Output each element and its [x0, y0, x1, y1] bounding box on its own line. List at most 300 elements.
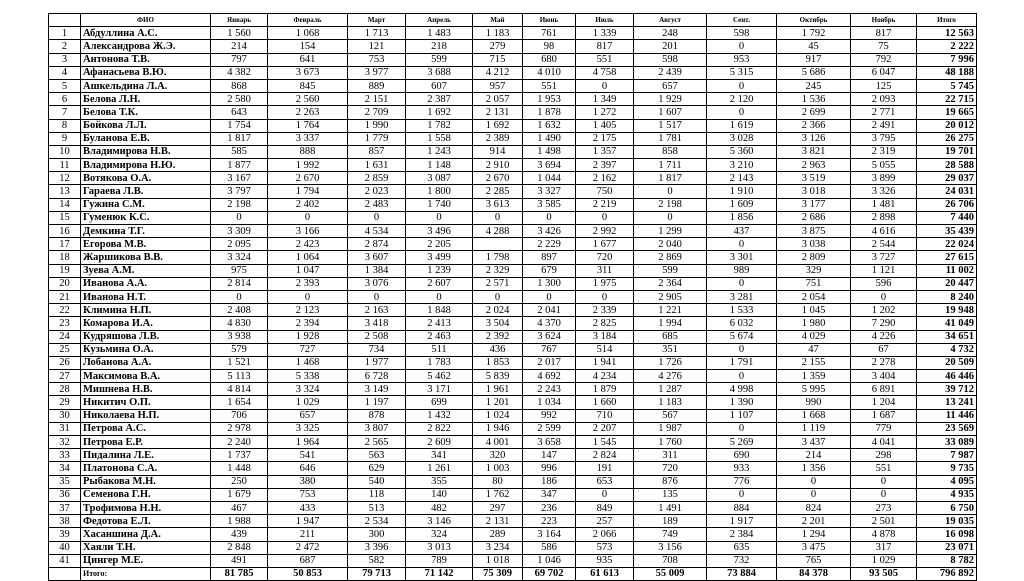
month-value-cell: 3 076: [348, 277, 406, 290]
month-value-cell: 1 928: [268, 330, 348, 343]
name-cell: Александрова Ж.Э.: [81, 40, 211, 53]
month-value-cell: 2 869: [634, 251, 707, 264]
month-value-cell: 50 853: [268, 567, 348, 580]
month-value-cell: 657: [268, 409, 348, 422]
row-number-cell: 27: [49, 370, 81, 383]
month-value-cell: 1 047: [268, 264, 348, 277]
month-value-cell: 6 728: [348, 370, 406, 383]
table-row: [49, 488, 977, 501]
name-cell: Семенова Г.Н.: [81, 488, 211, 501]
name-cell: Ашкельдина Л.А.: [81, 79, 211, 92]
month-value-cell: 849: [576, 501, 634, 514]
row-total-cell: 7 987: [917, 449, 977, 462]
month-value-cell: 5 995: [777, 383, 851, 396]
row-number-cell: 9: [49, 132, 81, 145]
month-value-cell: 3 475: [777, 541, 851, 554]
column-header: Март: [348, 14, 406, 27]
month-value-cell: 2 198: [634, 198, 707, 211]
month-value-cell: 482: [406, 501, 473, 514]
month-value-cell: 2 131: [473, 106, 523, 119]
month-value-cell: 3 327: [523, 185, 576, 198]
month-value-cell: 329: [777, 264, 851, 277]
table-row: [49, 40, 977, 53]
month-value-cell: 598: [707, 27, 777, 40]
month-value-cell: 1 384: [348, 264, 406, 277]
month-value-cell: 1 992: [268, 159, 348, 172]
month-value-cell: 1 941: [576, 356, 634, 369]
month-value-cell: 3 149: [348, 383, 406, 396]
month-value-cell: 1 204: [851, 396, 917, 409]
month-value-cell: 0: [348, 211, 406, 224]
month-value-cell: 0: [634, 185, 707, 198]
month-value-cell: 69 702: [523, 567, 576, 580]
month-value-cell: 1 781: [634, 132, 707, 145]
month-value-cell: 1 760: [634, 436, 707, 449]
month-value-cell: 118: [348, 488, 406, 501]
month-value-cell: 884: [707, 501, 777, 514]
month-value-cell: 792: [851, 53, 917, 66]
name-cell: Кудряшова Л.В.: [81, 330, 211, 343]
month-value-cell: 0: [707, 370, 777, 383]
month-value-cell: 2 771: [851, 106, 917, 119]
table-row: [49, 79, 977, 92]
month-value-cell: 1 481: [851, 198, 917, 211]
month-value-cell: 289: [473, 528, 523, 541]
name-cell: Петрова А.С.: [81, 422, 211, 435]
row-total-cell: 7 996: [917, 53, 977, 66]
month-value-cell: 2 095: [211, 238, 268, 251]
month-value-cell: 3 018: [777, 185, 851, 198]
month-value-cell: 1 713: [348, 27, 406, 40]
month-value-cell: 1 521: [211, 356, 268, 369]
month-value-cell: 0: [268, 290, 348, 303]
row-total-cell: 4 095: [917, 475, 977, 488]
name-cell: Антонова Т.В.: [81, 53, 211, 66]
month-value-cell: 1 339: [576, 27, 634, 40]
month-value-cell: 3 309: [211, 225, 268, 238]
month-value-cell: 845: [268, 79, 348, 92]
month-value-cell: 3 499: [406, 251, 473, 264]
month-value-cell: 2 392: [473, 330, 523, 343]
month-value-cell: 1 536: [777, 93, 851, 106]
month-value-cell: 1 491: [634, 501, 707, 514]
month-value-cell: 2 120: [707, 93, 777, 106]
month-value-cell: 551: [523, 79, 576, 92]
month-value-cell: 3 496: [406, 225, 473, 238]
month-value-cell: 629: [348, 462, 406, 475]
month-value-cell: 1 817: [634, 172, 707, 185]
month-value-cell: 1 929: [634, 93, 707, 106]
month-value-cell: 2 387: [406, 93, 473, 106]
month-value-cell: 1 737: [211, 449, 268, 462]
month-value-cell: 765: [777, 554, 851, 567]
name-cell: Итого:: [81, 567, 211, 580]
month-value-cell: 2 822: [406, 422, 473, 435]
row-number-cell: 26: [49, 356, 81, 369]
row-total-cell: 7 440: [917, 211, 977, 224]
month-value-cell: 2 151: [348, 93, 406, 106]
month-value-cell: 957: [473, 79, 523, 92]
month-value-cell: 1 848: [406, 304, 473, 317]
month-value-cell: 680: [523, 53, 576, 66]
month-value-cell: 3 324: [268, 383, 348, 396]
month-value-cell: 75 309: [473, 567, 523, 580]
name-cell: Владимирова Н.В.: [81, 145, 211, 158]
month-value-cell: 320: [473, 449, 523, 462]
month-value-cell: 858: [634, 145, 707, 158]
month-value-cell: 2 825: [576, 317, 634, 330]
name-cell: Демкина Т.Г.: [81, 225, 211, 238]
month-value-cell: 67: [851, 343, 917, 356]
month-value-cell: 2 978: [211, 422, 268, 435]
column-header: Август: [634, 14, 707, 27]
month-value-cell: 540: [348, 475, 406, 488]
table-row: [49, 541, 977, 554]
month-value-cell: 679: [523, 264, 576, 277]
row-number-cell: 16: [49, 225, 81, 238]
month-value-cell: 380: [268, 475, 348, 488]
month-value-cell: 3 164: [523, 528, 576, 541]
month-value-cell: 1 490: [523, 132, 576, 145]
month-value-cell: 2 339: [576, 304, 634, 317]
name-cell: Владимирова Н.Ю.: [81, 159, 211, 172]
row-total-cell: 34 651: [917, 330, 977, 343]
month-value-cell: 218: [406, 40, 473, 53]
table-row: [49, 185, 977, 198]
row-number-cell: 38: [49, 515, 81, 528]
month-value-cell: 897: [523, 251, 576, 264]
row-number-cell: 29: [49, 396, 81, 409]
month-value-cell: 3 426: [523, 225, 576, 238]
month-value-cell: 1 609: [707, 198, 777, 211]
month-value-cell: 3 013: [406, 541, 473, 554]
month-value-cell: 706: [211, 409, 268, 422]
month-value-cell: 599: [634, 264, 707, 277]
month-value-cell: 300: [348, 528, 406, 541]
month-value-cell: 2 394: [268, 317, 348, 330]
month-value-cell: 0: [576, 79, 634, 92]
row-total-cell: 48 188: [917, 66, 977, 79]
name-cell: Максимова В.А.: [81, 370, 211, 383]
month-value-cell: 81 785: [211, 567, 268, 580]
month-value-cell: 635: [707, 541, 777, 554]
month-value-cell: 3 146: [406, 515, 473, 528]
month-value-cell: 2 905: [634, 290, 707, 303]
month-value-cell: 541: [268, 449, 348, 462]
row-number-cell: 35: [49, 475, 81, 488]
month-value-cell: 0: [576, 290, 634, 303]
month-value-cell: 751: [777, 277, 851, 290]
table-row: [49, 119, 977, 132]
month-value-cell: 1 692: [406, 106, 473, 119]
month-value-cell: 3 519: [777, 172, 851, 185]
month-value-cell: 1 782: [406, 119, 473, 132]
month-value-cell: 933: [707, 462, 777, 475]
column-header: ФИО: [81, 14, 211, 27]
month-value-cell: 2 093: [851, 93, 917, 106]
month-value-cell: 2 859: [348, 172, 406, 185]
name-cell: Хасаншина Д.А.: [81, 528, 211, 541]
month-value-cell: 917: [777, 53, 851, 66]
month-value-cell: 0: [576, 211, 634, 224]
name-cell: Белова Л.Н.: [81, 93, 211, 106]
month-value-cell: 1 632: [523, 119, 576, 132]
table-row: [49, 528, 977, 541]
table-row: [49, 475, 977, 488]
month-value-cell: 467: [211, 501, 268, 514]
table-row: [49, 515, 977, 528]
month-value-cell: 4 370: [523, 317, 576, 330]
month-value-cell: 1 119: [777, 422, 851, 435]
month-value-cell: 1 660: [576, 396, 634, 409]
name-cell: Белова Т.К.: [81, 106, 211, 119]
month-value-cell: 1 018: [473, 554, 523, 567]
month-value-cell: 1 356: [777, 462, 851, 475]
month-value-cell: 4 758: [576, 66, 634, 79]
column-header: Ноябрь: [851, 14, 917, 27]
month-value-cell: 98: [523, 40, 576, 53]
row-total-cell: 19 948: [917, 304, 977, 317]
row-total-cell: 6 750: [917, 501, 977, 514]
month-value-cell: 4 041: [851, 436, 917, 449]
table-row: [49, 264, 977, 277]
month-value-cell: 5 113: [211, 370, 268, 383]
name-cell: Буланова Е.В.: [81, 132, 211, 145]
month-value-cell: 3 688: [406, 66, 473, 79]
month-value-cell: 5 315: [707, 66, 777, 79]
month-value-cell: 3 938: [211, 330, 268, 343]
month-value-cell: 2 384: [707, 528, 777, 541]
row-number-cell: 2: [49, 40, 81, 53]
table-row: [49, 159, 977, 172]
month-value-cell: 1 980: [777, 317, 851, 330]
month-value-cell: 596: [851, 277, 917, 290]
month-value-cell: 1 046: [523, 554, 576, 567]
month-value-cell: 355: [406, 475, 473, 488]
month-value-cell: 0: [707, 422, 777, 435]
month-value-cell: 3 727: [851, 251, 917, 264]
month-value-cell: 1 817: [211, 132, 268, 145]
month-value-cell: 797: [211, 53, 268, 66]
month-value-cell: 1 947: [268, 515, 348, 528]
month-value-cell: 2 219: [576, 198, 634, 211]
row-number-cell: 22: [49, 304, 81, 317]
month-value-cell: 0: [523, 211, 576, 224]
month-value-cell: 4 010: [523, 66, 576, 79]
table-row: [49, 449, 977, 462]
month-value-cell: 789: [406, 554, 473, 567]
month-value-cell: 2 243: [523, 383, 576, 396]
month-value-cell: 2 565: [348, 436, 406, 449]
month-value-cell: 2 560: [268, 93, 348, 106]
row-total-cell: 13 241: [917, 396, 977, 409]
row-total-cell: 22 024: [917, 238, 977, 251]
month-value-cell: 2 123: [268, 304, 348, 317]
month-value-cell: 1 800: [406, 185, 473, 198]
month-value-cell: 653: [576, 475, 634, 488]
column-header: Сент.: [707, 14, 777, 27]
month-value-cell: 4 382: [211, 66, 268, 79]
month-value-cell: 6 891: [851, 383, 917, 396]
month-value-cell: 1 964: [268, 436, 348, 449]
month-value-cell: 3 028: [707, 132, 777, 145]
month-value-cell: 0: [707, 488, 777, 501]
month-value-cell: 1 631: [348, 159, 406, 172]
month-value-cell: 1 221: [634, 304, 707, 317]
column-header: Октябрь: [777, 14, 851, 27]
row-number-cell: 40: [49, 541, 81, 554]
month-value-cell: 324: [406, 528, 473, 541]
month-value-cell: 868: [211, 79, 268, 92]
month-value-cell: 1 533: [707, 304, 777, 317]
month-value-cell: 80: [473, 475, 523, 488]
month-value-cell: 4 878: [851, 528, 917, 541]
month-value-cell: 436: [473, 343, 523, 356]
month-value-cell: 2 131: [473, 515, 523, 528]
row-total-cell: 20 509: [917, 356, 977, 369]
name-cell: Мишнева Н.В.: [81, 383, 211, 396]
row-number-cell: 14: [49, 198, 81, 211]
month-value-cell: 598: [634, 53, 707, 66]
column-header: Июнь: [523, 14, 576, 27]
month-value-cell: 1 668: [777, 409, 851, 422]
table-row: [49, 132, 977, 145]
month-value-cell: 93 505: [851, 567, 917, 580]
month-value-cell: 297: [473, 501, 523, 514]
month-value-cell: 439: [211, 528, 268, 541]
month-value-cell: 0: [777, 488, 851, 501]
month-value-cell: 992: [523, 409, 576, 422]
table-row: [49, 462, 977, 475]
month-value-cell: 3 166: [268, 225, 348, 238]
name-cell: Бойкова Л.Л.: [81, 119, 211, 132]
month-value-cell: 2 024: [473, 304, 523, 317]
month-value-cell: 720: [576, 251, 634, 264]
table-row: [49, 251, 977, 264]
month-value-cell: 3 418: [348, 317, 406, 330]
month-value-cell: 1 359: [777, 370, 851, 383]
month-value-cell: 45: [777, 40, 851, 53]
month-value-cell: 250: [211, 475, 268, 488]
month-value-cell: 341: [406, 449, 473, 462]
month-value-cell: 753: [348, 53, 406, 66]
month-value-cell: 567: [634, 409, 707, 422]
month-value-cell: 1 856: [707, 211, 777, 224]
column-header: Итого: [917, 14, 977, 27]
month-value-cell: 4 001: [473, 436, 523, 449]
month-value-cell: 579: [211, 343, 268, 356]
month-value-cell: 1 024: [473, 409, 523, 422]
table-row: [49, 422, 977, 435]
table-row: [49, 106, 977, 119]
month-value-cell: 1 953: [523, 93, 576, 106]
month-value-cell: 2 508: [348, 330, 406, 343]
month-value-cell: 1 798: [473, 251, 523, 264]
month-value-cell: 2 066: [576, 528, 634, 541]
name-cell: Платонова С.А.: [81, 462, 211, 475]
month-value-cell: 878: [348, 409, 406, 422]
month-value-cell: 3 607: [348, 251, 406, 264]
row-number-cell: 28: [49, 383, 81, 396]
row-number-cell: 5: [49, 79, 81, 92]
month-value-cell: 2 874: [348, 238, 406, 251]
table-row: [49, 317, 977, 330]
table-row: [49, 93, 977, 106]
month-value-cell: 5 674: [707, 330, 777, 343]
month-value-cell: 1 654: [211, 396, 268, 409]
month-value-cell: 1 034: [523, 396, 576, 409]
month-value-cell: 0: [707, 40, 777, 53]
month-value-cell: 1 764: [268, 119, 348, 132]
month-value-cell: 2 463: [406, 330, 473, 343]
month-value-cell: 0: [473, 290, 523, 303]
month-value-cell: 2 544: [851, 238, 917, 251]
name-cell: Климина Н.П.: [81, 304, 211, 317]
month-value-cell: 1 794: [268, 185, 348, 198]
row-total-cell: 796 892: [917, 567, 977, 580]
row-number-cell: 21: [49, 290, 81, 303]
month-value-cell: 687: [268, 554, 348, 567]
month-value-cell: 2 397: [576, 159, 634, 172]
row-number-cell: 12: [49, 172, 81, 185]
month-value-cell: 3 821: [777, 145, 851, 158]
month-value-cell: 1 726: [634, 356, 707, 369]
month-value-cell: 2 143: [707, 172, 777, 185]
month-value-cell: 1 607: [634, 106, 707, 119]
month-value-cell: 201: [634, 40, 707, 53]
name-cell: Лобанова А.А.: [81, 356, 211, 369]
row-number-cell: 7: [49, 106, 81, 119]
month-value-cell: 710: [576, 409, 634, 422]
month-value-cell: 4 814: [211, 383, 268, 396]
month-value-cell: 1 468: [268, 356, 348, 369]
name-cell: Гараева Л.В.: [81, 185, 211, 198]
month-value-cell: 2 534: [348, 515, 406, 528]
row-total-cell: 28 588: [917, 159, 977, 172]
month-value-cell: [473, 238, 523, 251]
month-value-cell: 1 299: [634, 225, 707, 238]
month-value-cell: 5 686: [777, 66, 851, 79]
column-header: Январь: [211, 14, 268, 27]
month-value-cell: 0: [268, 211, 348, 224]
month-value-cell: 3 156: [634, 541, 707, 554]
month-value-cell: 433: [268, 501, 348, 514]
table-row: [49, 554, 977, 567]
month-value-cell: 437: [707, 225, 777, 238]
table-row: [49, 290, 977, 303]
table-row: [49, 172, 977, 185]
header-row: [49, 14, 977, 27]
month-value-cell: 1 560: [211, 27, 268, 40]
month-value-cell: 125: [851, 79, 917, 92]
month-value-cell: 3 324: [211, 251, 268, 264]
row-total-cell: 39 712: [917, 383, 977, 396]
row-number-cell: 33: [49, 449, 81, 462]
month-value-cell: 1 783: [406, 356, 473, 369]
month-value-cell: 2 609: [406, 436, 473, 449]
month-value-cell: 0: [851, 488, 917, 501]
month-value-cell: 4 276: [634, 370, 707, 383]
month-value-cell: 4 226: [851, 330, 917, 343]
month-value-cell: 0: [473, 211, 523, 224]
month-value-cell: 3 658: [523, 436, 576, 449]
month-value-cell: 1 687: [851, 409, 917, 422]
month-value-cell: 2 205: [406, 238, 473, 251]
month-value-cell: 753: [268, 488, 348, 501]
row-total-cell: 41 049: [917, 317, 977, 330]
name-cell: Хаяли Т.Н.: [81, 541, 211, 554]
month-value-cell: 1 148: [406, 159, 473, 172]
